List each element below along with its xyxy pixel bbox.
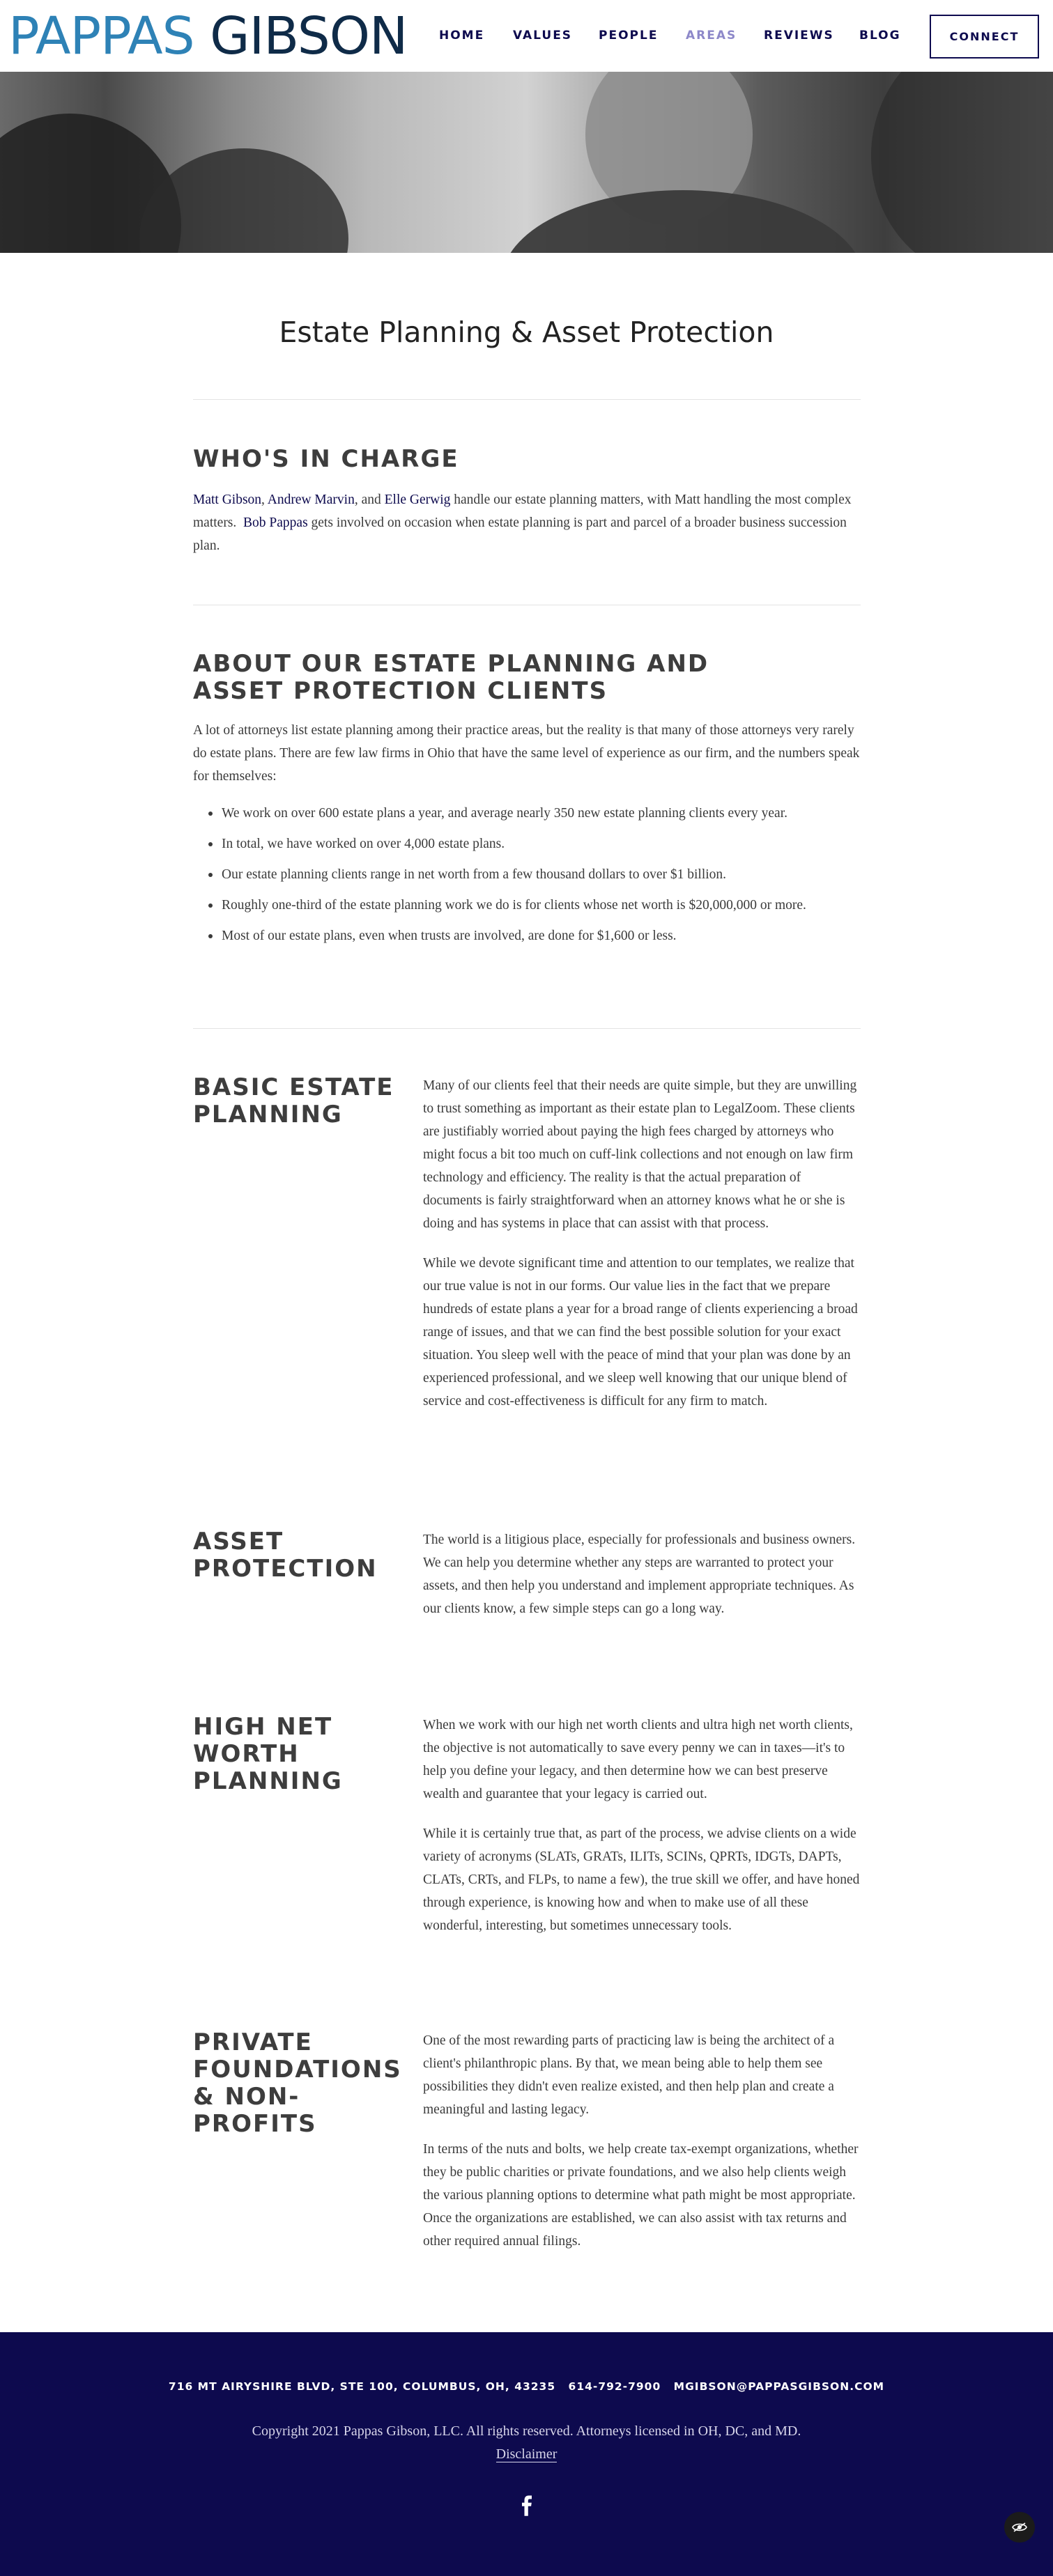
logo-part-gibson: GIBSON xyxy=(210,6,408,66)
list-item: Roughly one-third of the estate planning work we do is for clients whose net worth is $20,000,000 or more. xyxy=(193,894,861,917)
stats-list xyxy=(193,802,861,947)
section-body xyxy=(423,1714,861,1954)
page-title: Estate Planning & Asset Protection xyxy=(279,316,774,349)
section-heading: ASSET PROTECTION xyxy=(193,1528,378,1583)
footer-address[interactable]: 716 MT AIRYSHIRE BLVD, STE 100, COLUMBUS, OH, 43235 xyxy=(168,2380,556,2393)
paragraph: While it is certainly true that, as part of the process, we advise clients on a wide variety of acronyms (SLATs, GRATs, ILITs, SCINs, QPRTs, IDGTs, DAPTs, CLATs, CRTs, and FLPs, to name a few), the true skill we offer, and have honed through experience, is knowing how and when to make use of all these wonderful, interesting, but sometimes unnecessary tools. xyxy=(423,1826,860,1933)
paragraph: When we work with our high net worth clients and ultra high net worth clients, the objective is not automatically to save every penny we can in taxes—it's to help you define your legacy, and then determine how we can best preserve wealth and guarantee that your legacy is carried out. xyxy=(423,1718,853,1801)
about-clients-section xyxy=(193,651,861,955)
section-heading: HIGH NET WORTH PLANNING xyxy=(193,1713,343,1795)
link-bob-pappas[interactable]: Bob Pappas xyxy=(243,515,308,530)
hero-person-body xyxy=(502,190,864,253)
paragraph: In terms of the nuts and bolts, we help create tax-exempt organizations, whether they be public charities or private foundations, and we also help clients weigh the various planning options to determine what path might be most appropriate. Once the organizations are established, we can also assist with tax returns and other required annual filings. xyxy=(423,2142,859,2249)
section-heading: PRIVATE FOUNDATIONS & NON-PROFITS xyxy=(193,2028,402,2138)
list-item: In total, we have worked on over 4,000 estate plans. xyxy=(193,832,861,855)
paragraph: Many of our clients feel that their needs are quite simple, but they are unwilling to trust something as important as their estate plan to LegalZoom. These clients are justifiably worried about paying the high fees charged by attorneys who might focus a bit too much on cuff-link collections and not enough on law firm technology and efficiency. The reality is that the actual preparation of documents is fairly straightforward when an attorney knows what he or she is doing and has systems in place that can assist with that process. xyxy=(423,1078,857,1231)
section-heading: WHO'S IN CHARGE xyxy=(193,445,459,473)
logo-part-pappas: PAPPAS xyxy=(8,6,194,66)
nav-values[interactable]: VALUES xyxy=(513,29,573,42)
footer-contact xyxy=(0,2377,1053,2396)
divider xyxy=(193,1028,861,1029)
connect-button[interactable]: CONNECT xyxy=(930,15,1039,59)
footer-phone[interactable]: 614-792-7900 xyxy=(568,2380,661,2393)
section-body xyxy=(423,2029,861,2269)
nav-people[interactable]: PEOPLE xyxy=(599,29,659,42)
section-body xyxy=(423,1074,861,1429)
footer-disclaimer-row xyxy=(0,2443,1053,2466)
link-elle-gerwig[interactable]: Elle Gerwig xyxy=(384,492,451,507)
divider xyxy=(193,399,861,400)
hero-chair-shape-2 xyxy=(139,148,348,253)
paragraph: The world is a litigious place, especially for professionals and business owners. We can help you determine whether any steps are warranted to protect your assets, and then help you understand and implement appropriate techniques. As our clients know, a few simple steps can go a long way. xyxy=(423,1533,856,1616)
site-header xyxy=(0,0,1053,72)
list-item: We work on over 600 estate plans a year, and average nearly 350 new estate planning clients every year. xyxy=(193,802,861,825)
text-fragment: gets involved on occasion when estate planning is part and parcel of a broader business succession plan. xyxy=(193,515,847,553)
disclaimer-link[interactable]: Disclaimer xyxy=(495,2446,558,2462)
nav-home[interactable]: HOME xyxy=(439,29,485,42)
section-heading: BASIC ESTATE PLANNING xyxy=(193,1073,394,1128)
footer-email[interactable]: MGIBSON@PAPPASGIBSON.COM xyxy=(673,2380,885,2393)
text-separator: , and xyxy=(354,492,381,507)
list-item: Most of our estate plans, even when trusts are involved, are done for $1,600 or less. xyxy=(193,924,861,947)
paragraph: While we devote significant time and attention to our templates, we realize that our true value is not in our forms. Our value lies in the fact that we prepare hundreds of estate plans a year for a broad range of clients experiencing a broad range of issues, and that we can find the best possible solution for your exact situation. You sleep well with the peace of mind that your plan was done by an experienced professional, and we sleep well knowing that our unique blend of service and cost-effectiveness is difficult for any firm to match. xyxy=(423,1256,858,1409)
link-andrew-marvin[interactable]: Andrew Marvin xyxy=(267,492,355,507)
link-matt-gibson[interactable]: Matt Gibson xyxy=(193,492,262,507)
footer-copyright: Copyright 2021 Pappas Gibson, LLC. All rights reserved. Attorneys licensed in OH, DC, and MD. xyxy=(252,2423,801,2439)
hero-banner-image xyxy=(0,72,1053,253)
nav-areas[interactable]: AREAS xyxy=(686,29,737,42)
about-clients-intro: A lot of attorneys list estate planning among their practice areas, but the reality is that many of those attorneys very rarely do estate plans. There are few law firms in Ohio that have the same level of experience as our firm, and the numbers speak for themselves: xyxy=(193,723,860,784)
site-footer xyxy=(0,2332,1053,2576)
whos-in-charge-text xyxy=(193,488,861,557)
section-body xyxy=(423,1528,861,1637)
cookie-settings-icon[interactable] xyxy=(1004,2512,1035,2543)
list-item: Our estate planning clients range in net worth from a few thousand dollars to over $1 billion. xyxy=(193,863,861,886)
paragraph: One of the most rewarding parts of practicing law is being the architect of a client's philanthropic plans. By that, we mean being able to help them see possibilities they didn't even realize existed, and then help plan and create a meaningful and lasting legacy. xyxy=(423,2033,835,2117)
section-heading: ABOUT OUR ESTATE PLANNING AND ASSET PROTECTION CLIENTS xyxy=(193,650,709,705)
facebook-icon[interactable] xyxy=(518,2495,535,2516)
main-nav xyxy=(0,26,1053,47)
nav-reviews[interactable]: REVIEWS xyxy=(764,29,834,42)
hero-plant-shape xyxy=(871,72,1053,253)
whos-in-charge-section xyxy=(193,446,861,557)
text-separator: , xyxy=(261,492,265,507)
text-fragment: handle our estate planning matters, with Matt handling the most complex matters. xyxy=(193,492,852,530)
nav-blog[interactable]: BLOG xyxy=(859,29,901,42)
